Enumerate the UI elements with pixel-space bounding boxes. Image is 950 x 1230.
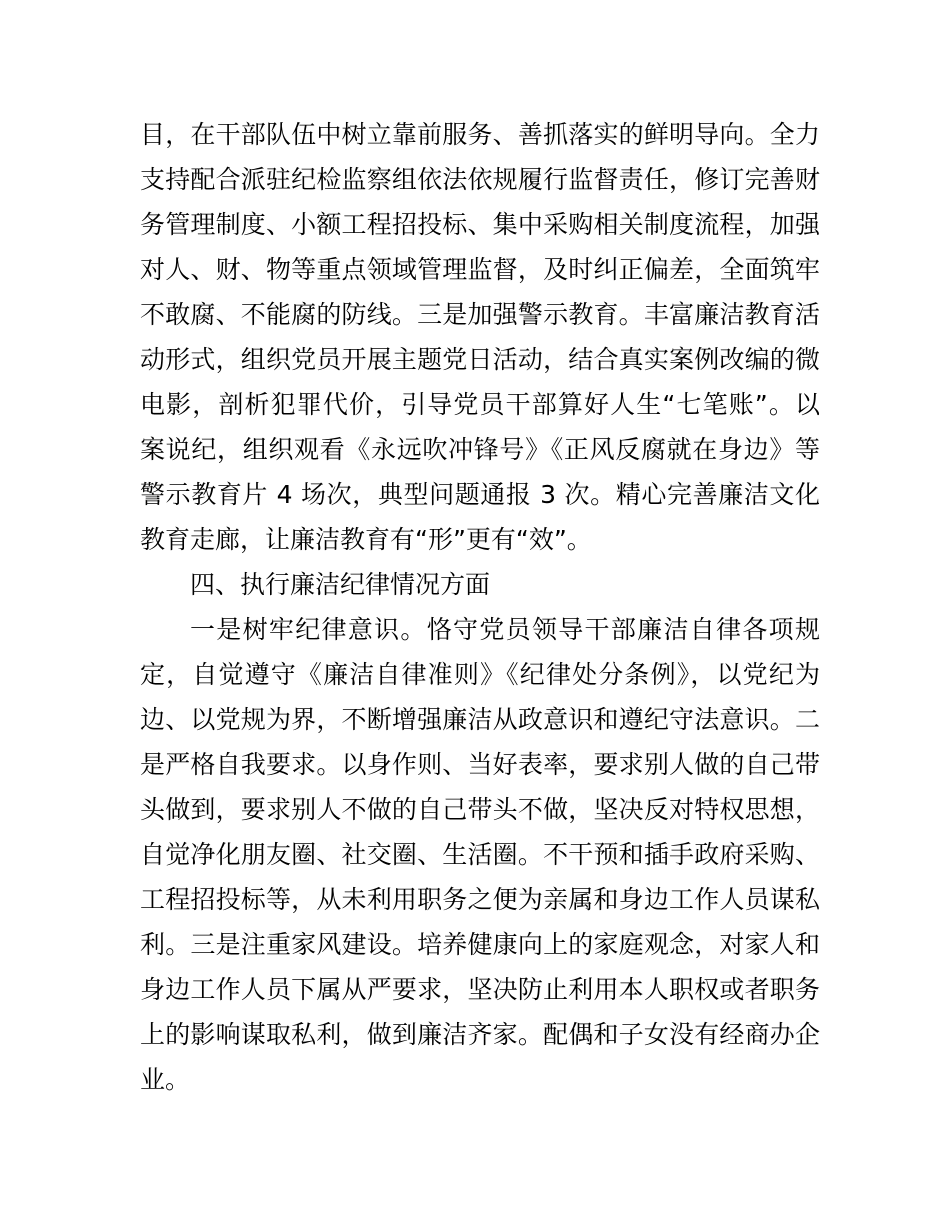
section-heading: 四、执行廉洁纪律情况方面 <box>190 570 491 599</box>
paragraph-line: 身边工作人员下属从严要求，坚决防止利用本人职权或者职务 <box>140 975 820 1004</box>
paragraph-line: 动形式，组织党员开展主题党日活动，结合真实案例改编的微 <box>140 345 820 374</box>
paragraph-line: 头做到，要求别人不做的自己带头不做，坚决反对特权思想， <box>140 795 820 824</box>
paragraph-line: 一是树牢纪律意识。恪守党员领导干部廉洁自律各项规 <box>190 615 820 644</box>
paragraph-line: 对人、财、物等重点领域管理监督，及时纠正偏差，全面筑牢 <box>140 255 820 284</box>
paragraph-line: 支持配合派驻纪检监察组依法依规履行监督责任，修订完善财 <box>140 165 820 194</box>
paragraph-line: 不敢腐、不能腐的防线。三是加强警示教育。丰富廉洁教育活 <box>140 300 820 329</box>
paragraph-line: 务管理制度、小额工程招投标、集中采购相关制度流程，加强 <box>140 210 820 239</box>
paragraph-line: 是严格自我要求。以身作则、当好表率，要求别人做的自己带 <box>140 750 820 779</box>
paragraph-line: 上的影响谋取私利，做到廉洁齐家。配偶和子女没有经商办企 <box>140 1020 820 1049</box>
paragraph-line: 电影，剖析犯罪代价，引导党员干部算好人生“七笔账”。以 <box>140 390 820 419</box>
paragraph-line: 警示教育片 4 场次，典型问题通报 3 次。精心完善廉洁文化 <box>140 480 820 509</box>
paragraph-line: 工程招投标等，从未利用职务之便为亲属和身边工作人员谋私 <box>140 885 820 914</box>
paragraph-line: 案说纪，组织观看《永远吹冲锋号》《正风反腐就在身边》等 <box>140 435 820 464</box>
paragraph-line: 业。 <box>140 1065 191 1094</box>
paragraph-line: 边、以党规为界，不断增强廉洁从政意识和遵纪守法意识。二 <box>140 705 820 734</box>
paragraph-line: 自觉净化朋友圈、社交圈、生活圈。不干预和插手政府采购、 <box>140 840 820 869</box>
paragraph-line: 利。三是注重家风建设。培养健康向上的家庭观念，对家人和 <box>140 930 820 959</box>
paragraph-line: 定，自觉遵守《廉洁自律准则》《纪律处分条例》，以党纪为 <box>140 660 820 689</box>
paragraph-line: 教育走廊，让廉洁教育有“形”更有“效”。 <box>140 525 592 554</box>
paragraph-line: 目，在干部队伍中树立靠前服务、善抓落实的鲜明导向。全力 <box>140 120 820 149</box>
